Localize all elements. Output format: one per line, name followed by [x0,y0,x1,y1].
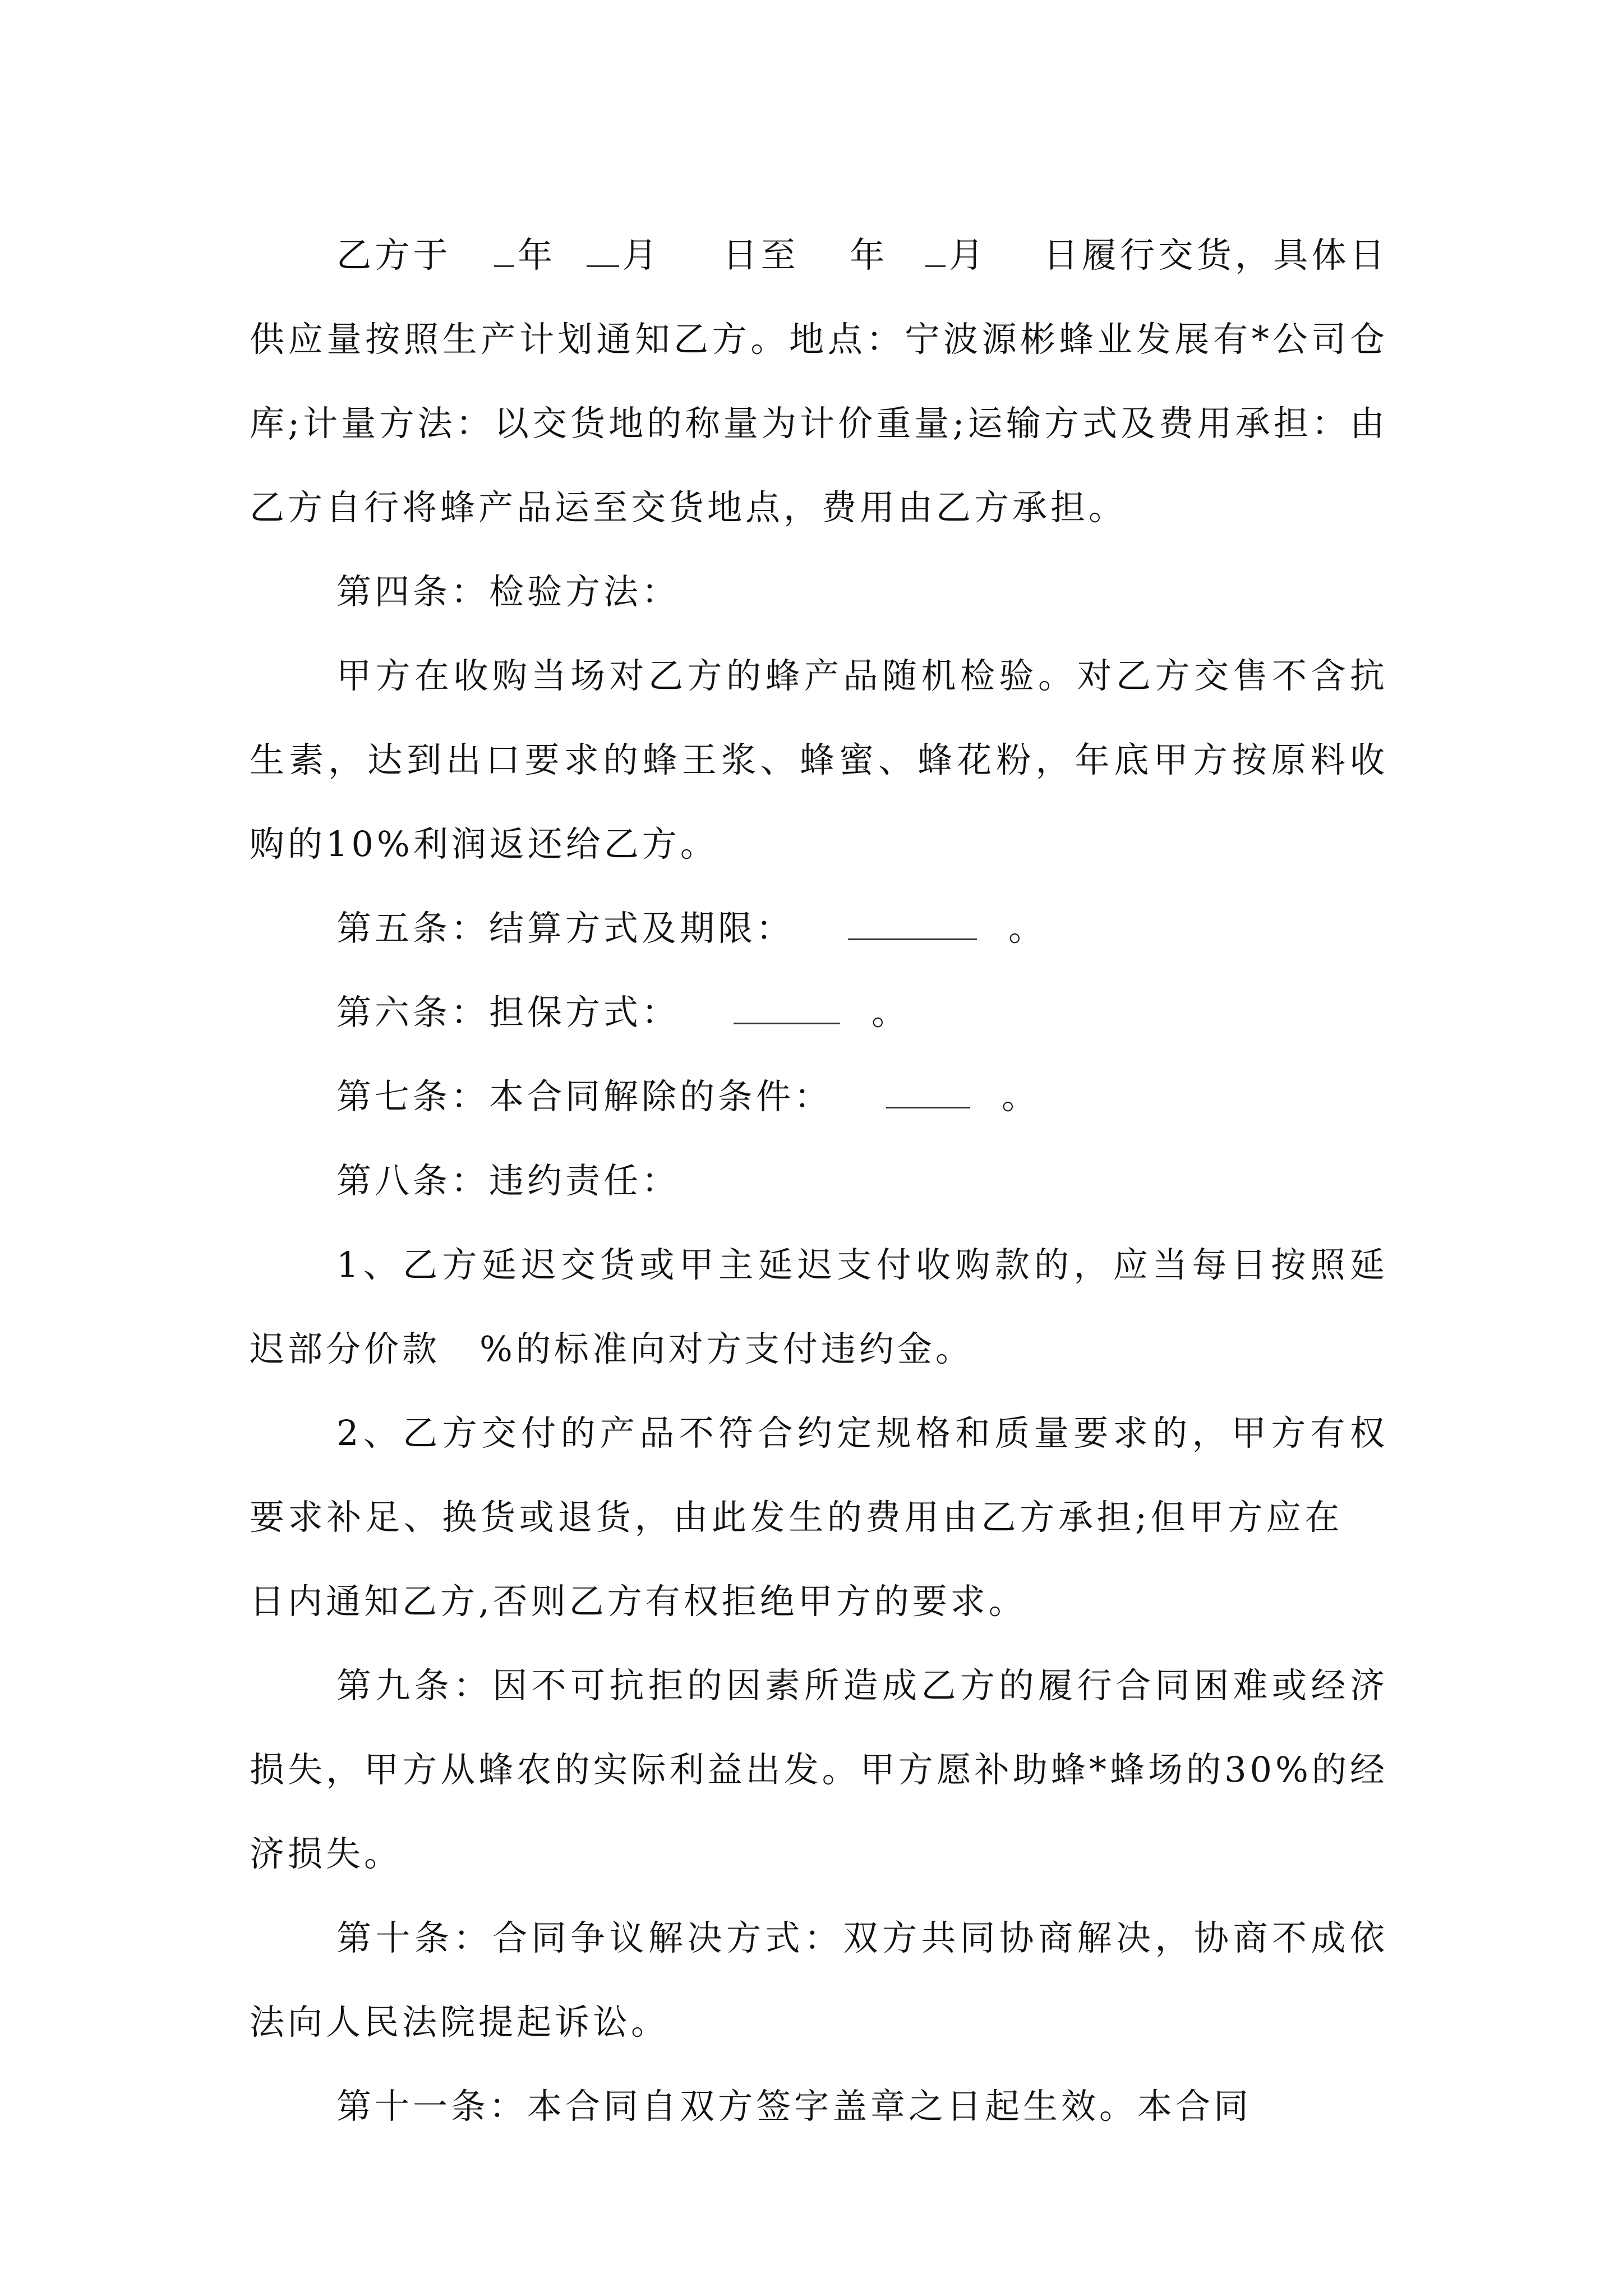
paragraph-article-9: 第九条：因不可抗拒的因素所造成乙方的履行合同困难或经济损失，甲方从蜂农的实际利益出发。甲方愿补助蜂*蜂场的30%的经济损失。 [250,1665,1388,1874]
period-mark: 。 [872,992,910,1033]
paragraph-inspection: 甲方在收购当场对乙方的蜂产品随机检验。对乙方交售不含抗生素，达到出口要求的蜂王浆、蜂蜜、蜂花粉，年底甲方按原料收购的10%利润返还给乙方。 [250,655,1388,864]
text-segment: 年 [850,234,888,275]
blank-field-guarantee[interactable] [734,997,840,1024]
paragraph-breach-item-2 [250,1391,1388,1644]
text-segment: 日至 [722,234,800,275]
text-segment: 日内通知乙方,否则乙方有权拒绝甲方的要求。 [250,1581,1027,1622]
text-segment: 日履行交货，具体日供应量按照生产计划通知乙方。地点：宁波源彬蜂业发展有*公司仓库;计量方法：以交货地的称量为计价重量;运输方式及费用承担：由乙方自行将蜂产品运至交货地点，费用由乙方承担。 [250,234,1388,528]
paragraph-article-6 [250,970,1388,1055]
document-body [250,213,1388,2148]
text-segment: 2、乙方交付的产品不符合约定规格和质量要求的，甲方有权要求补足、换货或退货，由此发生的费用由乙方承担;但甲方应在 [250,1412,1388,1538]
text-segment: 乙方于 [336,234,451,275]
paragraph-article-10: 第十条：合同争议解决方式：双方共同协商解决，协商不成依法向人民法院提起诉讼。 [250,1917,1388,2042]
period-mark: 。 [1002,1076,1040,1117]
text-segment: 月 [948,234,988,275]
blank-field-month[interactable] [587,240,619,267]
paragraph-article-5 [250,886,1388,970]
blank-field-settlement[interactable] [848,913,977,940]
article-label: 第六条：担保方式： [336,992,680,1033]
text-segment: 月 [622,234,661,275]
paragraph-article-4-heading: 第四条：检验方法： [336,571,680,612]
paragraph-article-8-heading: 第八条：违约责任： [336,1160,680,1201]
text-segment: 1、乙方延迟交货或甲主延迟支付收购款的，应当每日按照延迟部分价款 [250,1244,1388,1369]
paragraph-breach-item-1 [250,1223,1388,1391]
article-label: 第五条：结算方式及期限： [336,908,795,949]
period-mark: 。 [1008,908,1047,949]
article-label: 第七条：本合同解除的条件： [336,1076,833,1117]
paragraph-delivery-terms [250,213,1388,550]
text-segment: %的标准向对方支付违约金。 [479,1328,974,1369]
blank-field-termination[interactable] [886,1081,970,1108]
blank-field-month[interactable] [925,240,946,267]
text-segment: 年 [517,234,556,275]
blank-field-year[interactable] [494,240,514,267]
paragraph-article-7 [250,1055,1388,1139]
paragraph-article-11: 第十一条：本合同自双方签字盖章之日起生效。本合同 [336,2086,1252,2127]
